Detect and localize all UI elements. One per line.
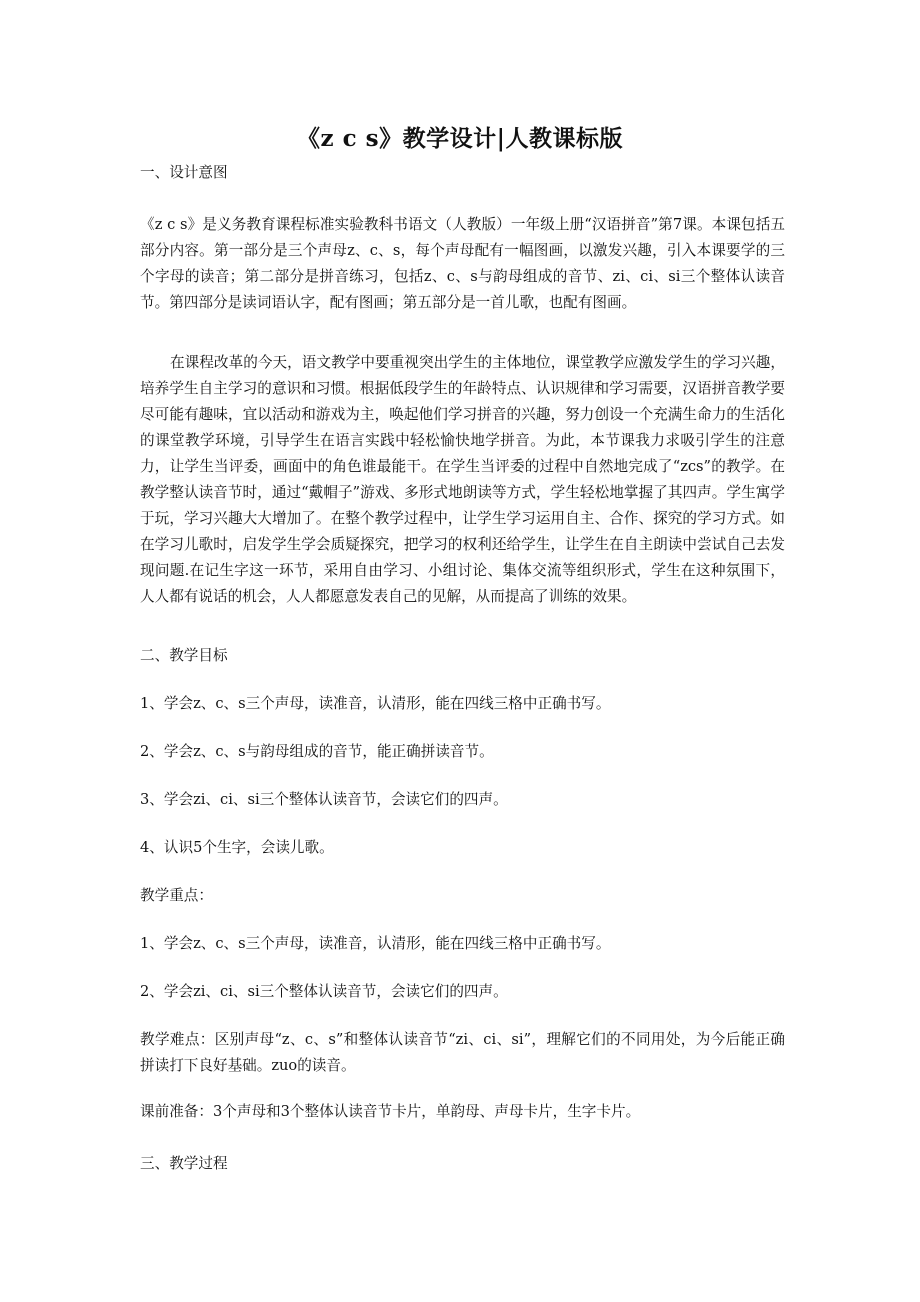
document-title: 《z c s》教学设计|人教课标版	[297, 125, 623, 152]
design-intent-paragraph-2: 在课程改革的今天，语文教学中要重视突出学生的主体地位，课堂教学应激发学生的学习兴趣，培养学生自主学习的意识和习惯。根据低段学生的年龄特点、认识规律和学习需要，汉语拼音教学要尽可能有趣味，宜以活动和游戏为主，唤起他们学习拼音的兴趣，努力创设一个充满生命力的生活化的课堂教学环境，引导学生在语言实践中轻松愉快地学拼音。为此，本节课我力求吸引学生的注意力，让学生当评委，画面中的角色谁最能干。在学生当评委的过程中自然地完成了“zcs”的教学。在教学整认读音节时，通过“戴帽子”游戏、多形式地朗读等方式，学生轻松地掌握了其四声。学生寓学于玩，学习兴趣大大增加了。在整个教学过程中，让学生学习运用自主、合作、探究的学习方式。如在学习儿歌时，启发学生学会质疑探究，把学习的权利还给学生，让学生在自主朗读中尝试自己去发现问题.在记生字这一环节，采用自由学习、小组讨论、集体交流等组织形式，学生在这种氛围下，人人都有说话的机会，人人都愿意发表自己的见解，从而提高了训练的效果。	[140, 354, 785, 605]
key-points-heading: 教学重点：	[140, 887, 213, 904]
teaching-difficulty: 教学难点：区别声母“z、c、s”和整体认读音节“zi、ci、si”，理解它们的不同用处，为今后能正确拼读打下良好基础。zuo的读音。	[140, 1031, 785, 1074]
goal-item-1: 1、学会z、c、s三个声母，读准音，认清形，能在四线三格中正确书写。	[140, 695, 611, 712]
key-point-1: 1、学会z、c、s三个声母，读准音，认清形，能在四线三格中正确书写。	[140, 935, 611, 952]
lesson-preparation: 课前准备：3个声母和3个整体认读音节卡片，单韵母、声母卡片，生字卡片。	[140, 1103, 641, 1120]
goal-item-2: 2、学会z、c、s与韵母组成的音节，能正确拼读音节。	[140, 743, 494, 760]
goal-item-4: 4、认识5个生字，会读儿歌。	[140, 839, 334, 856]
section-heading-design-intent: 一、设计意图	[140, 164, 228, 181]
section-heading-goals: 二、教学目标	[140, 647, 228, 664]
goal-item-3: 3、学会zi、ci、si三个整体认读音节，会读它们的四声。	[140, 791, 508, 808]
section-heading-process: 三、教学过程	[140, 1155, 228, 1172]
design-intent-paragraph-1: 《z c s》是义务教育课程标准实验教科书语文（人教版）一年级上册“汉语拼音”第7课。本课包括五部分内容。第一部分是三个声母z、c、s，每个声母配有一幅图画，以激发兴趣，引入本课要学的三个字母的读音；第二部分是拼音练习，包括z、c、s与韵母组成的音节、zi、ci、si三个整体认读音节。第四部分是读词语认字，配有图画；第五部分是一首儿歌，也配有图画。	[140, 216, 785, 311]
key-point-2: 2、学会zi、ci、si三个整体认读音节，会读它们的四声。	[140, 983, 508, 1000]
